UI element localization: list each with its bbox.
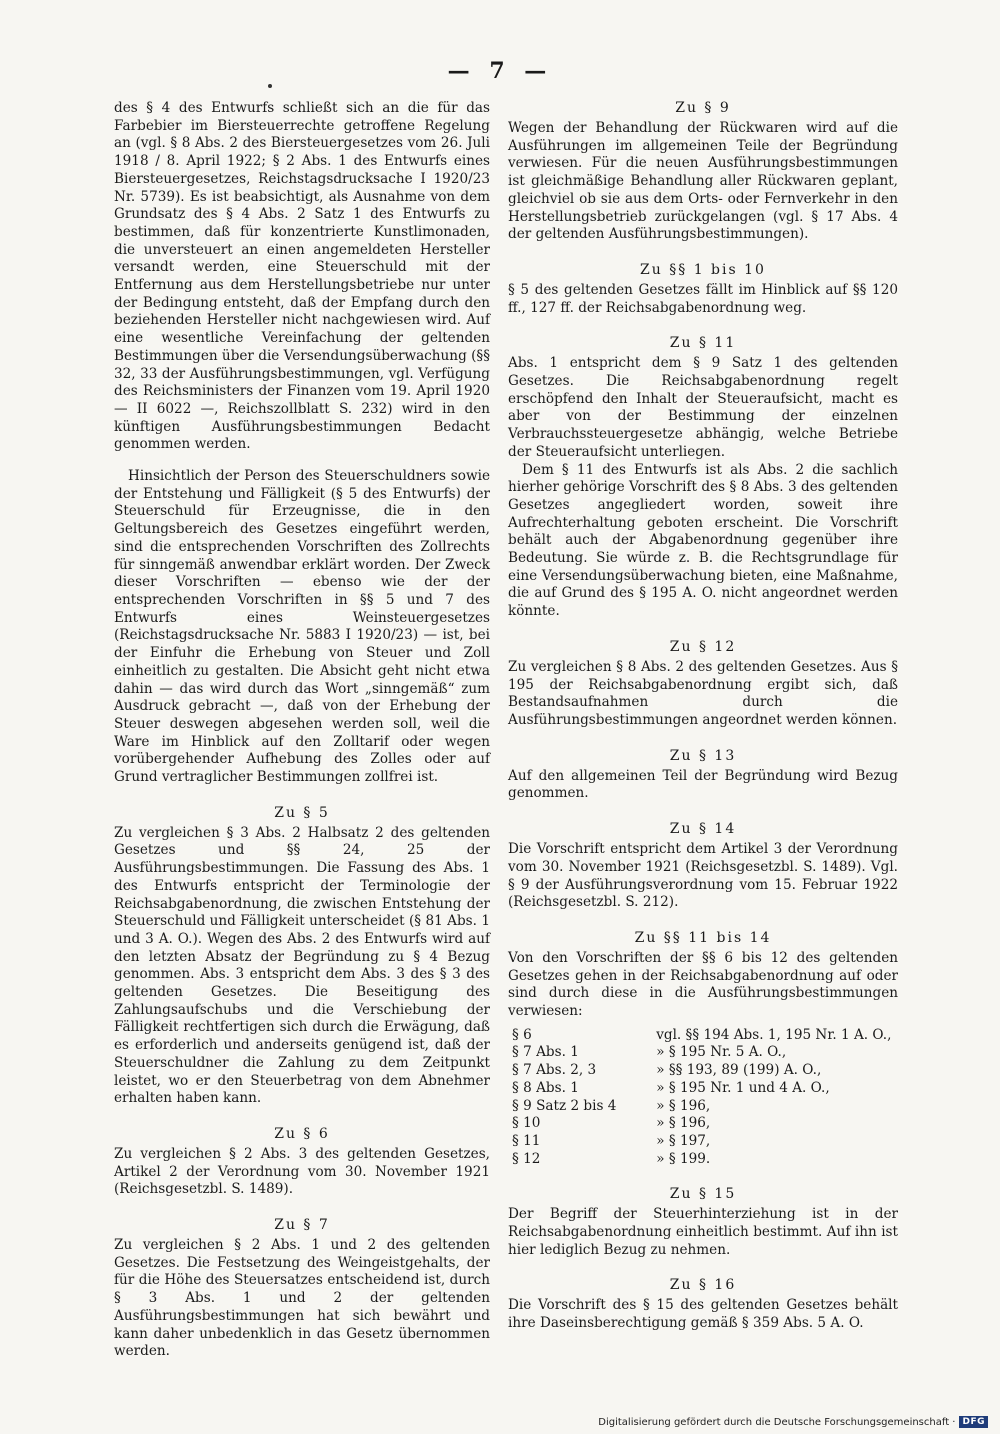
heading-sections1-10: Zu §§ 1 bis 10 [640,261,766,278]
heading-section11: Zu § 11 [669,335,737,352]
heading-section14: Zu § 14 [669,821,737,838]
reference-new-section: » § 197, [656,1132,711,1149]
reference-row [508,1027,898,1045]
paragraph-section4-cont: des § 4 des Entwurfs schließt sich an die für das Farbebier im Biersteuerrechte getroffene Regelung an (vgl. § 8 Abs. 2 des Biersteuergesetzes vom 26. Juli 1918 / 8. April 1922; § 2 Abs. 1 des Entwurfs eines Biersteuergesetzes, Reichstagsdrucksache I 1920/23 Nr. 5739). Es ist beabsichtigt, als Ausnahme von dem Grundsatz des § 4 Abs. 2 Satz 1 des Entwurfs zu bestimmen, daß für konzentrierte Kunstlimonaden, die unversteuert an einen angemeldeten Hersteller versandt werden, eine Steuerschuld mit der Entfernung aus dem Herstellungsbetriebe nur unter der Bedingung entsteht, daß der Empfang durch den beziehenden Hersteller nicht nachgewiesen wird. Auf eine wesentliche Vereinfachung der geltenden Bestimmungen über die Versendungsüberwachung (§§ 32, 33 der Ausführungsbestimmungen, vgl. Verfügung des Reichsministers der Finanzen vom 19. April 1920 — II 6022 —, Reichszollblatt S. 232) wird in den künftigen Ausführungsbestimmungen Bedacht genommen werden. [114,100,490,453]
heading-section16: Zu § 16 [669,1277,737,1294]
paragraph-section16: Die Vorschrift des § 15 des geltenden Gesetzes behält ihre Daseinsberechtigung gemäß § 359 Abs. 5 A. O. [508,1297,898,1332]
paragraph-section5: Zu vergleichen § 3 Abs. 2 Halbsatz 2 des geltenden Gesetzes und §§ 24, 25 der Ausführungsbestimmungen. Die Fassung des Abs. 1 des Entwurfs entspricht der Terminologie der Reichsabgabenordnung, die zwischen Entstehung der Steuerschuld und Fälligkeit unterscheidet (§ 81 Abs. 1 und 3 A. O.). Wegen des Abs. 2 des Entwurfs wird auf den letzten Absatz der Begründung zu § 4 Bezug genommen. Abs. 3 entspricht dem Abs. 3 des § 3 des geltenden Gesetzes. Die Beseitigung des Zahlungsaufschubs und die Verschiebung der Fälligkeit rechtfertigen sich durch die Erwägung, daß es erforderlich und anderseits genügend ist, daß der Steuerschuldner die Zahlung zu dem Zeitpunkt leistet, wo er den Steuerbetrag von dem Abnehmer erhalten haben kann. [114,824,490,1107]
heading-section9: Zu § 9 [675,100,731,116]
reference-new-section: vgl. §§ 194 Abs. 1, 195 Nr. 1 A. O., [656,1026,892,1043]
page-number: — 7 — [447,58,553,84]
reference-new-section: » § 199. [656,1150,711,1167]
reference-new-section: » § 196, [656,1115,711,1132]
heading-section15: Zu § 15 [669,1186,737,1203]
paragraph-section11-b: Dem § 11 des Entwurfs ist als Abs. 2 die sachlich hierher gehörige Vorschrift des § 8 Abs. 3 des geltenden Gesetzes angegliedert worden, soweit ihre Aufrechterhaltung geboten erscheint. Die Vorschrift behält auch der Abgabenordnung gegenüber ihre Bedeutung. Sie würde z. B. die Rechtsgrundlage für eine Versendungsüberwachung bieten, eine Maßnahme, die auf Grund des § 195 A. O. nicht angeordnet werden könnte. [508,461,898,620]
reference-old-section: § 8 Abs. 1 [512,1079,579,1096]
reference-old-section: § 7 Abs. 2, 3 [512,1062,597,1079]
right-column [508,100,898,1347]
paragraph-sections11-14: Von den Vorschriften der §§ 6 bis 12 des geltenden Gesetzes gehen in der Reichsabgabenordnung auf oder sind durch diese in die Ausführungsbestimmungen verwiesen: [508,949,898,1020]
reference-table [508,1027,898,1169]
heading-section12: Zu § 12 [669,638,737,655]
scan-speck [268,84,272,88]
reference-old-section: § 6 [512,1026,532,1043]
dfg-logo: DFG [959,1416,988,1428]
paragraph-section13: Auf den allgemeinen Teil der Begründung wird Bezug genommen. [508,767,898,802]
reference-row [508,1151,898,1169]
reference-old-section: § 11 [512,1132,541,1149]
paragraph-section9: Wegen der Behandlung der Rückwaren wird auf die Ausführungen im allgemeinen Teile der Begründung verwiesen. Für die neuen Ausführungsbestimmungen ist gleichmäßige Behandlung aller Rückwaren geplant, gleichviel ob sie aus dem Orts- oder Fernverkehr in den Herstellungsbetrieb zurückgelangen (vgl. § 17 Abs. 4 der geltenden Ausführungsbestimmungen). [508,120,898,243]
reference-row [508,1133,898,1151]
digitization-footer [598,1416,988,1428]
paragraph-sections1-10: § 5 des geltenden Gesetzes fällt im Hinblick auf §§ 120 ff., 127 ff. der Reichsabgabenordnung weg. [508,281,898,316]
paragraph-section15: Der Begriff der Steuerhinterziehung ist in der Reichsabgabenordnung einheitlich bestimmt. Auf ihn ist hier lediglich Bezug zu nehmen. [508,1206,898,1258]
reference-old-section: § 7 Abs. 1 [512,1044,579,1061]
heading-section6: Zu § 6 [274,1125,330,1142]
heading-sections11-14: Zu §§ 11 bis 14 [634,929,772,946]
reference-row [508,1044,898,1062]
paragraph-section12: Zu vergleichen § 8 Abs. 2 des geltenden Gesetzes. Aus § 195 der Reichsabgabenordnung ergibt sich, daß Bestandsaufnahmen durch die Ausführungsbestimmungen angeordnet werden können. [508,658,898,728]
reference-new-section: » § 195 Nr. 1 und 4 A. O., [656,1079,830,1096]
paragraph-section11-a: Abs. 1 entspricht dem § 9 Satz 1 des geltenden Gesetzes. Die Reichsabgabenordnung regelt erschöpfend den Inhalt der Steueraufsicht, macht es aber von der Bestimmung der einzelnen Verbrauchssteuergesetze abhängig, welche Betriebe der Steueraufsicht unterliegen. [508,355,898,460]
paragraph-taxpayer: Hinsichtlich der Person des Steuerschuldners sowie der Entstehung und Fälligkeit (§ 5 des Entwurfs) der Steuerschuld für Erzeugnisse, die in den Geltungsbereich des Gesetzes eingeführt werden, sind die entsprechenden Vorschriften des Zollrechts für sinngemäß anwendbar erklärt worden. Der Zweck dieser Vorschriften — ebenso wie der der entsprechenden Vorschriften in §§ 5 und 7 des Entwurfs eines Weinsteuergesetzes (Reichstagsdrucksache Nr. 5883 I 1920/23) — ist, bei der Einfuhr die Erhebung von Steuer und Zoll einheitlich zu gestalten. Die Absicht geht nicht etwa dahin — das wird durch das Wort „sinngemäß“ zum Ausdruck gebracht —, daß von der Erhebung der Steuer deswegen abgesehen werden soll, weil die Ware im Hinblick auf den Zolltarif oder wegen vorübergehender Aufhebung des Zolles oder auf Grund vertraglicher Bestimmungen zollfrei ist. [114,468,490,786]
reference-new-section: » § 196, [656,1097,711,1114]
reference-row [508,1080,898,1098]
reference-old-section: § 9 Satz 2 bis 4 [512,1097,617,1114]
reference-row [508,1098,898,1116]
reference-row [508,1062,898,1080]
paragraph-section6: Zu vergleichen § 2 Abs. 3 des geltenden Gesetzes, Artikel 2 der Verordnung vom 30. November 1921 (Reichsgesetzbl. S. 1489). [114,1145,490,1198]
heading-section13: Zu § 13 [669,747,737,764]
heading-section7: Zu § 7 [274,1217,330,1234]
left-column [114,100,490,1375]
reference-new-section: » §§ 193, 89 (199) A. O., [656,1062,822,1079]
footer-text: Digitalisierung gefördert durch die Deutsche Forschungsgemeinschaft · [598,1416,956,1428]
reference-new-section: » § 195 Nr. 5 A. O., [656,1044,787,1061]
paragraph-section14: Die Vorschrift entspricht dem Artikel 3 der Verordnung vom 30. November 1921 (Reichsgesetzbl. S. 1489). Vgl. § 9 der Ausführungsverordnung vom 15. Februar 1922 (Reichsgesetzbl. S. 212). [508,841,898,911]
reference-old-section: § 10 [512,1115,541,1132]
paragraph-section7: Zu vergleichen § 2 Abs. 1 und 2 des geltenden Gesetzes. Die Festsetzung des Weingeistgehalts, der für die Höhe des Steuersatzes entscheidend ist, durch § 3 Abs. 1 und 2 der geltenden Ausführungsbestimmungen hat sich bewährt und kann daher unbedenklich in das Gesetz übernommen werden. [114,1237,490,1360]
heading-section5: Zu § 5 [274,804,330,821]
reference-row [508,1115,898,1133]
reference-old-section: § 12 [512,1150,541,1167]
